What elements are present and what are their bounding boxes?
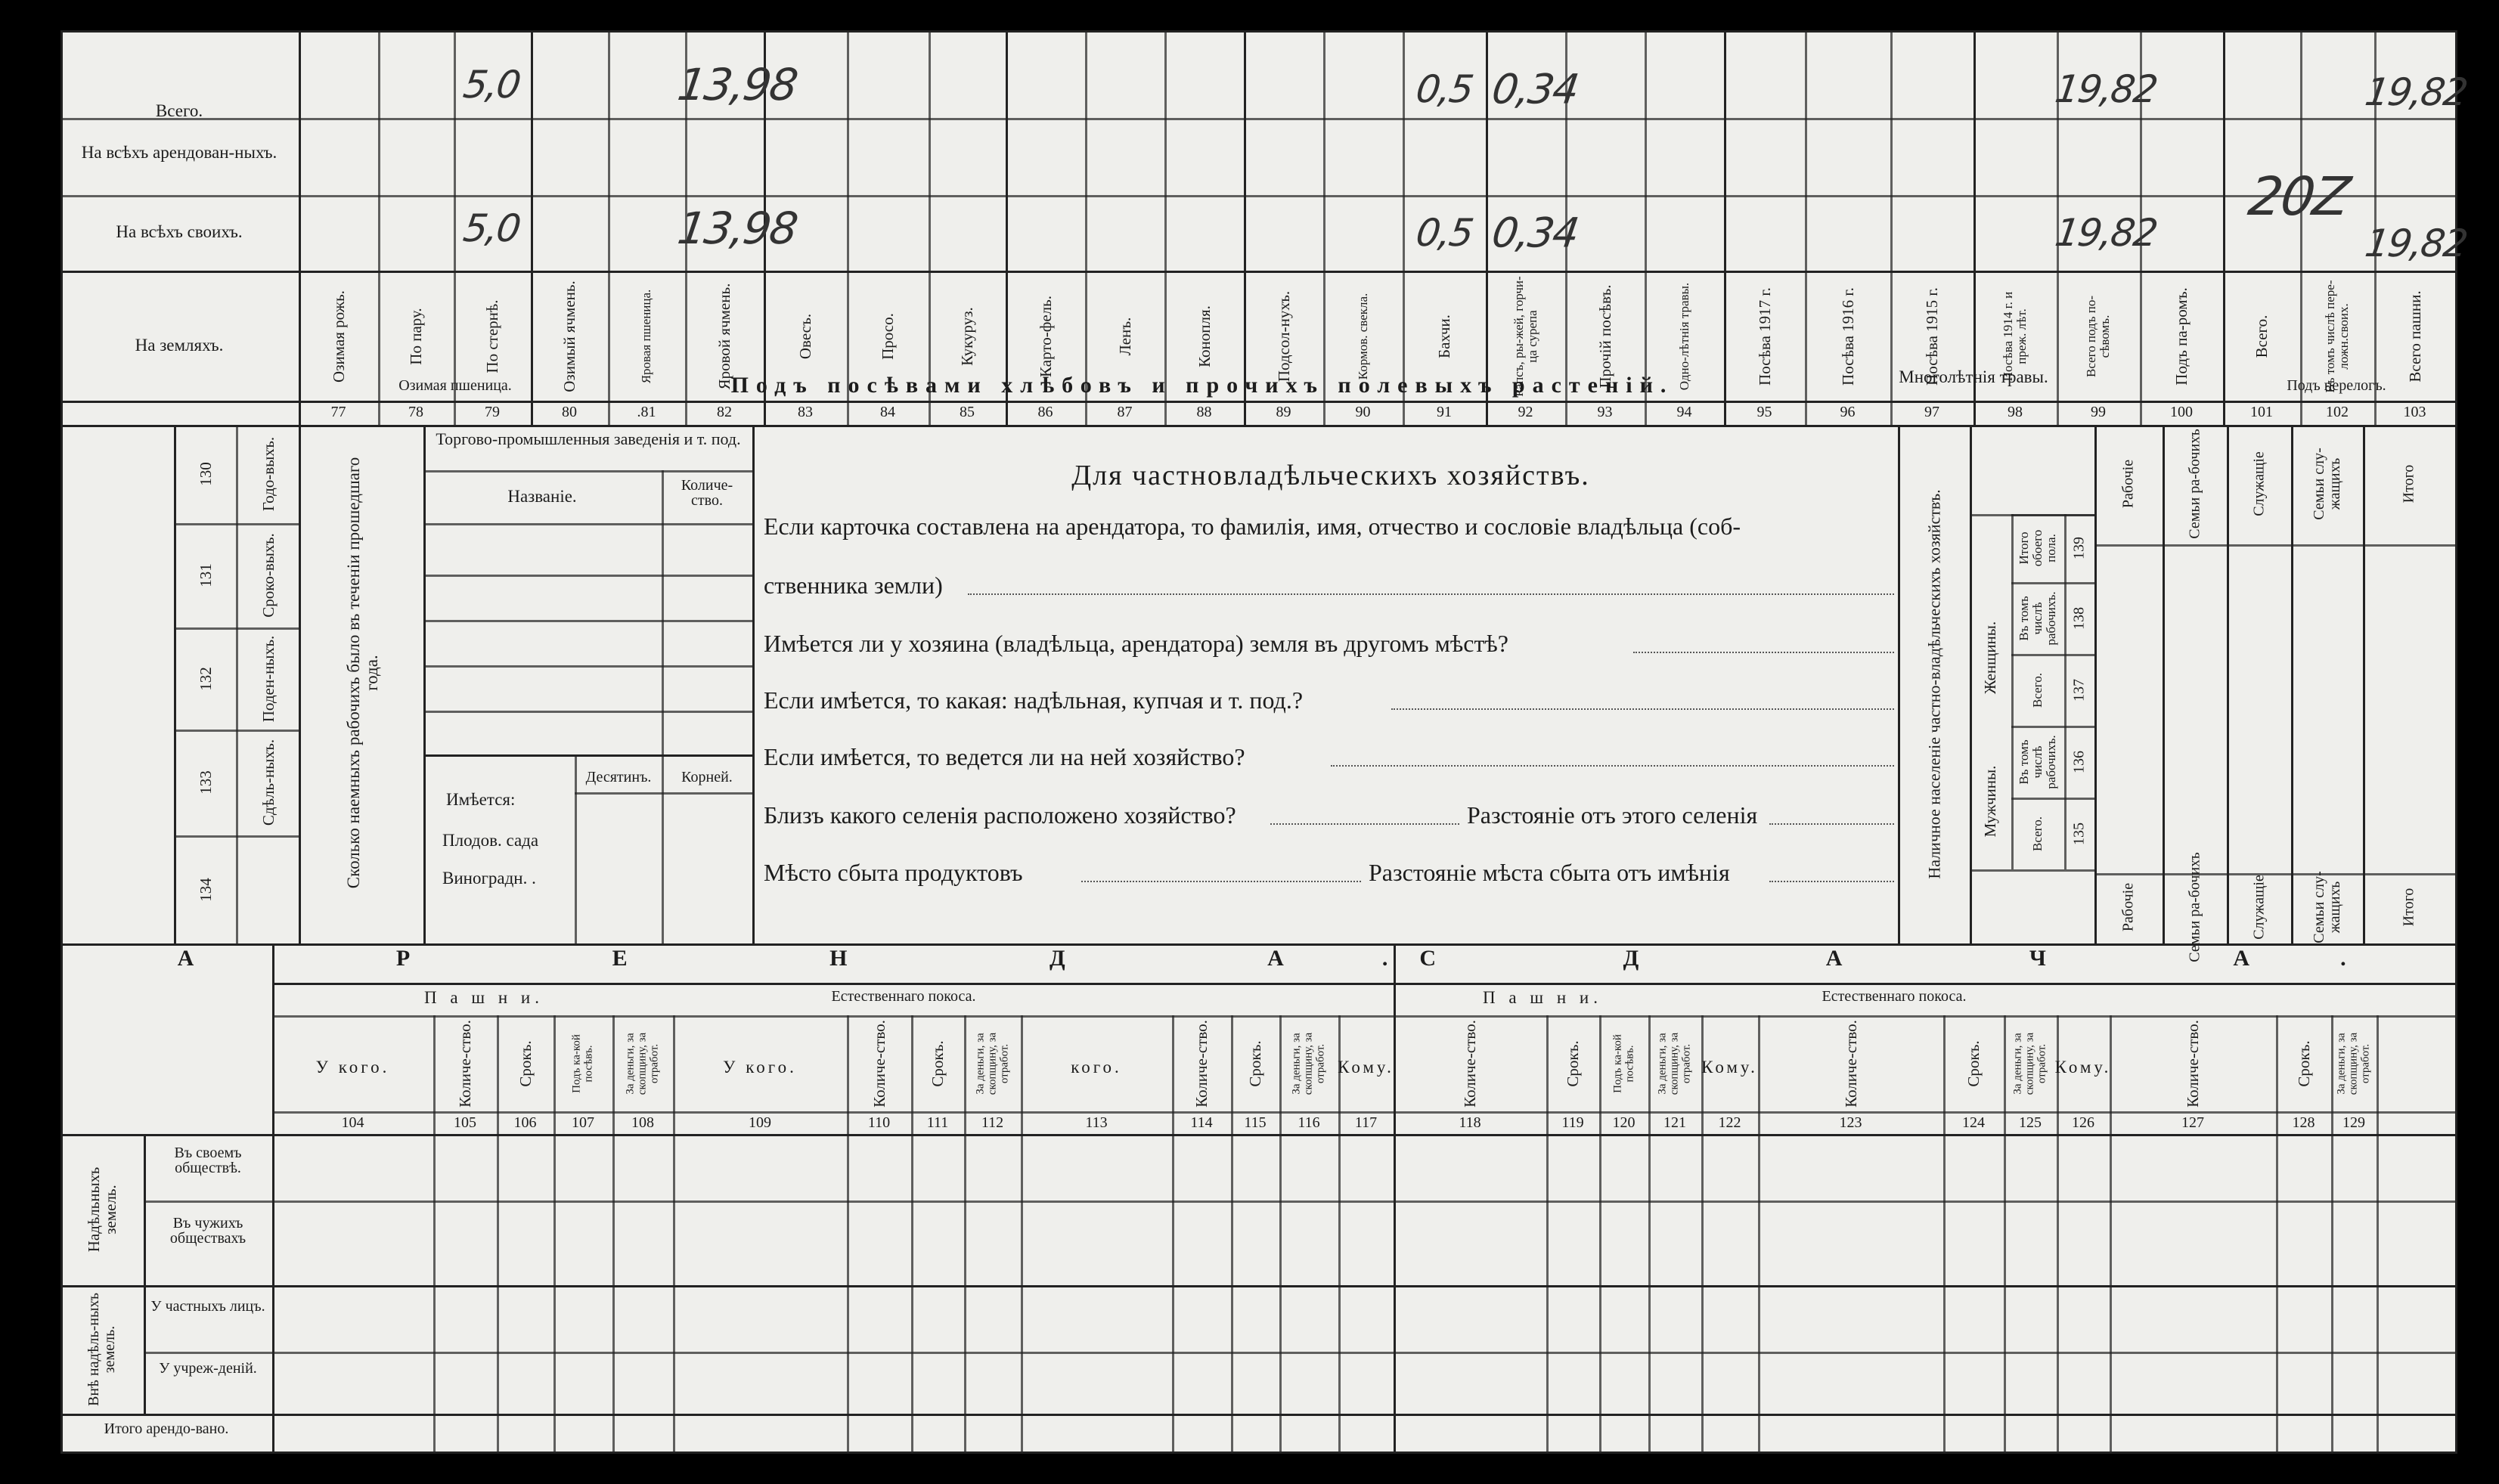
bottom-num-109: 109 bbox=[749, 1114, 771, 1131]
dotted-leader bbox=[1633, 652, 1894, 653]
hw-vsego-78: 5,0 bbox=[460, 63, 522, 107]
hw-svoi-82: 13,98 bbox=[674, 203, 800, 254]
column-border bbox=[929, 30, 931, 425]
hired-row-line bbox=[174, 523, 299, 525]
orchard-header-line bbox=[575, 792, 752, 795]
column-border bbox=[608, 30, 610, 425]
census-card-sheet bbox=[60, 30, 2470, 1451]
bottom-header-104: У кого. bbox=[315, 1058, 390, 1077]
bottom-num-106: 106 bbox=[513, 1114, 537, 1131]
bottom-num-108: 108 bbox=[631, 1114, 654, 1131]
group-col-border bbox=[144, 1134, 146, 1414]
column-number-91: 91 bbox=[1437, 404, 1452, 420]
dotted-leader bbox=[968, 593, 1894, 595]
column-header-100: Подъ па-ромъ. bbox=[2172, 287, 2191, 386]
q1b: ственника земли) bbox=[764, 572, 943, 599]
bottom-num-110: 110 bbox=[867, 1114, 891, 1131]
hired-row-line bbox=[174, 730, 299, 732]
trade-name-label: Названіе. bbox=[507, 487, 577, 506]
bottom-col-border bbox=[1599, 1015, 1601, 1451]
right-col-border bbox=[2291, 425, 2293, 943]
bottom-col-border bbox=[1546, 1015, 1549, 1451]
q1a: Если карточка составлена на арендатора, то фамилія, имя, отчество и сословіе владѣльца (соб- bbox=[764, 513, 1741, 540]
trade-row-line bbox=[423, 711, 752, 713]
column-header-78: По пару. bbox=[406, 308, 425, 365]
q2: Имѣется ли у хозяина (владѣльца, арендатора) земля въ другомъ мѣстѣ? bbox=[764, 630, 1508, 657]
right-col-bottom-3: Семьи слу-жащихъ bbox=[2310, 871, 2343, 943]
hired-col-left bbox=[174, 425, 176, 943]
column-header-88: Конопля. bbox=[1195, 305, 1214, 367]
right-top-line bbox=[2094, 544, 2457, 547]
column-number-103: 103 bbox=[2403, 404, 2426, 420]
bottom-num-117: 117 bbox=[1354, 1114, 1378, 1131]
right-col-border bbox=[2363, 425, 2365, 943]
pop-num-137: 137 bbox=[2070, 678, 2088, 702]
column-header-82: Яровой ячмень. bbox=[715, 283, 733, 390]
bottom-num-124: 124 bbox=[1962, 1114, 1985, 1131]
column-border bbox=[2223, 30, 2225, 425]
column-border bbox=[299, 30, 301, 425]
pop-num-136: 136 bbox=[2070, 750, 2088, 773]
column-number-86: 86 bbox=[1037, 404, 1053, 420]
column-number-92: 92 bbox=[1518, 404, 1533, 420]
bottom-num-121: 121 bbox=[1663, 1114, 1686, 1131]
bottom-col-border bbox=[2331, 1015, 2333, 1451]
bottom-col-border bbox=[553, 1015, 556, 1451]
column-number-80: 80 bbox=[562, 404, 577, 420]
trade-right bbox=[752, 425, 755, 943]
column-border bbox=[2300, 30, 2302, 425]
arenda-label: А Р Е Н Д А. bbox=[177, 946, 1487, 971]
hw-svoi-92: 0,34 bbox=[1489, 209, 1581, 257]
column-number-line bbox=[60, 425, 2457, 427]
row-chastnyh: У частныхъ лицъ. bbox=[150, 1298, 265, 1315]
column-number-84: 84 bbox=[880, 404, 895, 420]
group-mnogoletnie: Многолѣтнія травы. bbox=[1899, 367, 2048, 386]
trade-header: Торгово-промышленныя заведенія и т. под. bbox=[436, 429, 741, 448]
questions-right bbox=[1898, 425, 1900, 943]
column-header-98: Посѣва 1914 г. и преж. лѣт. bbox=[2001, 291, 2029, 382]
column-border bbox=[1323, 30, 1325, 425]
column-header-92: Рапсъ, ры-жей, горчи-ца сурепа bbox=[1511, 276, 1539, 397]
bottom-num-112: 112 bbox=[981, 1114, 1004, 1131]
hired-row-line bbox=[174, 425, 299, 427]
dotted-leader bbox=[1769, 881, 1894, 882]
group-perelog: Подъ перелогъ. bbox=[2287, 377, 2386, 394]
column-number-102: 102 bbox=[2326, 404, 2349, 420]
column-number-97: 97 bbox=[1924, 404, 1939, 420]
q5b: Разстояніе отъ этого селенія bbox=[1467, 801, 1758, 829]
bottom-col-border bbox=[2110, 1015, 2112, 1451]
hired-num-132: 132 bbox=[196, 666, 215, 691]
q6b: Разстояніе мѣста сбыта отъ имѣнія bbox=[1369, 859, 1730, 886]
right-col-top-1: Семьи ра-бочихъ bbox=[2186, 429, 2203, 539]
hired-num-split bbox=[236, 425, 238, 943]
right-col-top-0: Рабочіе bbox=[2119, 459, 2137, 509]
hired-row-line bbox=[174, 835, 299, 838]
column-number-77: 77 bbox=[330, 404, 346, 420]
column-border bbox=[1486, 30, 1488, 425]
row-label-vsego: Всего. bbox=[155, 101, 203, 120]
row-label-svoih: На всѣхъ своихъ. bbox=[116, 222, 243, 241]
bottom-row-line bbox=[144, 1352, 2457, 1354]
column-border bbox=[1006, 30, 1008, 425]
group-vne-nadelnyh: Внѣ надѣль-ныхъ земель. bbox=[85, 1293, 118, 1406]
bottom-header-106: Срокъ. bbox=[516, 1040, 535, 1087]
bottom-header-124: Срокъ. bbox=[1964, 1040, 1983, 1087]
col-header-line bbox=[272, 1111, 2457, 1114]
column-border bbox=[531, 30, 533, 425]
bottom-header-126: Кому. bbox=[2054, 1058, 2112, 1077]
bottom-col-border bbox=[1279, 1015, 1282, 1451]
row-uchrezhdeniy: У учреж-деній. bbox=[159, 1360, 257, 1377]
trade-header-line bbox=[423, 470, 752, 472]
hw-vsego-92: 0,34 bbox=[1489, 65, 1581, 113]
right-col-top-4: Итого bbox=[2400, 464, 2417, 503]
top-section-bottom bbox=[60, 271, 2457, 273]
pop-num-138: 138 bbox=[2070, 606, 2088, 630]
trade-row-line bbox=[423, 620, 752, 622]
bottom-header-125: За деньги, за скопщину, за отработ. bbox=[2011, 1032, 2048, 1095]
pop-inner2 bbox=[2064, 514, 2066, 869]
bottom-header-111: Срокъ. bbox=[928, 1040, 947, 1087]
pop-row-line bbox=[2011, 654, 2094, 656]
bottom-col-border bbox=[433, 1015, 436, 1451]
bottom-group-line bbox=[60, 1285, 2457, 1287]
group-ozimaya: Озимая пшеница. bbox=[398, 377, 512, 394]
bottom-header-115: Срокъ. bbox=[1245, 1040, 1264, 1087]
hired-row-line bbox=[174, 627, 299, 630]
hired-label-131: Сроко-выхъ. bbox=[259, 533, 277, 618]
bottom-label-col bbox=[272, 943, 274, 1451]
bottom-header-119: Срокъ. bbox=[1563, 1040, 1582, 1087]
bottom-col-border bbox=[1021, 1015, 1023, 1451]
banner-line bbox=[60, 401, 2457, 403]
column-border bbox=[1724, 30, 1726, 425]
bottom-col-border bbox=[911, 1015, 913, 1451]
trade-row-line bbox=[423, 665, 752, 668]
pashni-sdacha: П а ш н и. bbox=[1483, 988, 1602, 1007]
column-header-101: Всего. bbox=[2252, 314, 2271, 358]
pop-right bbox=[2094, 425, 2097, 943]
bottom-header-107: Подъ ка-кой посѣвъ. bbox=[570, 1034, 594, 1093]
column-number-83: 83 bbox=[798, 404, 813, 420]
column-number-79: 79 bbox=[485, 404, 500, 420]
column-number-96: 96 bbox=[1840, 404, 1856, 420]
right-col-top-2: Служащіе bbox=[2250, 451, 2267, 516]
column-header-83: Овесъ. bbox=[795, 313, 814, 360]
bottom-header-113: кого. bbox=[1071, 1058, 1122, 1077]
column-number-99: 99 bbox=[2091, 404, 2106, 420]
column-border bbox=[847, 30, 849, 425]
column-header-.81: Яровая пшеница. bbox=[639, 289, 654, 384]
column-number-101: 101 bbox=[2250, 404, 2273, 420]
column-number-82: 82 bbox=[717, 404, 732, 420]
column-header-91: Бахчи. bbox=[1434, 314, 1453, 358]
column-border bbox=[1164, 30, 1167, 425]
bottom-num-128: 128 bbox=[2292, 1114, 2315, 1131]
hw-vsego-91: 0,5 bbox=[1413, 67, 1475, 111]
bottom-header-108: За деньги, за скопщину, за отработ. bbox=[624, 1032, 660, 1095]
right-col-top-3: Семьи слу-жащихъ bbox=[2310, 448, 2343, 520]
bottom-header-109: У кого. bbox=[723, 1058, 797, 1077]
bottom-num-116: 116 bbox=[1298, 1114, 1320, 1131]
column-header-85: Кукуруз. bbox=[957, 307, 976, 366]
column-number-93: 93 bbox=[1597, 404, 1613, 420]
bottom-col-border bbox=[1758, 1015, 1760, 1451]
bottom-header-129: За деньги, за скопщину, за отработ. bbox=[2335, 1032, 2371, 1095]
bottom-header-118: Количе-ство. bbox=[1460, 1020, 1479, 1108]
bottom-num-113: 113 bbox=[1085, 1114, 1108, 1131]
column-number-.81: .81 bbox=[637, 404, 656, 420]
column-number-98: 98 bbox=[2008, 404, 2023, 420]
group-nadelnyh: Надѣльныхъ земель. bbox=[84, 1166, 119, 1253]
trade-row-line bbox=[423, 575, 752, 577]
pop-inner bbox=[2011, 514, 2014, 869]
column-border bbox=[1085, 30, 1087, 425]
column-number-85: 85 bbox=[960, 404, 975, 420]
hired-col-right bbox=[299, 425, 301, 943]
orchard-split bbox=[575, 754, 577, 943]
hired-caption: Сколько наемныхъ рабочихъ было въ теченіи прошедшаго года. bbox=[343, 457, 381, 889]
column-header-86: Карто-фель. bbox=[1036, 296, 1055, 377]
column-header-93: Прочій посѣвъ. bbox=[1595, 284, 1614, 389]
banner-text: Подъ посѣвами хлѣбовъ и прочихъ полевыхъ растеній. bbox=[730, 373, 1674, 398]
arenda-header-line bbox=[272, 983, 2457, 985]
row-line bbox=[60, 118, 2457, 120]
trade-left bbox=[423, 425, 426, 943]
bottom-num-104: 104 bbox=[341, 1114, 364, 1131]
column-border bbox=[1890, 30, 1893, 425]
column-header-95: Посѣва 1917 г. bbox=[1755, 287, 1774, 386]
column-header-94: Одно-лѣтнія травы. bbox=[1676, 282, 1691, 391]
bottom-num-126: 126 bbox=[2072, 1114, 2094, 1131]
column-border bbox=[454, 30, 456, 425]
row-label-na-zemlyah: На земляхъ. bbox=[135, 336, 224, 355]
bottom-num-122: 122 bbox=[1718, 1114, 1741, 1131]
row-label-arendovannyh: На всѣхъ арендован-ныхъ. bbox=[81, 143, 277, 162]
bottom-col-border bbox=[847, 1015, 849, 1451]
bottom-header-120: Подъ ка-кой посѣвъ. bbox=[1611, 1034, 1636, 1093]
men-label: Мужчины. bbox=[1980, 765, 1999, 838]
bottom-num-119: 119 bbox=[1561, 1114, 1584, 1131]
column-header-90: Кормов. свекла. bbox=[1355, 293, 1370, 380]
trade-bottom-line bbox=[423, 754, 752, 757]
dotted-leader bbox=[1331, 765, 1894, 767]
bottom-col-border bbox=[2057, 1015, 2059, 1451]
pop-label-139: Итого обоего пола. bbox=[2017, 529, 2058, 567]
left-border bbox=[60, 30, 63, 1451]
column-number-90: 90 bbox=[1355, 404, 1371, 420]
population-caption: Наличное населеніе частно-владѣльческихъ хозяйствъ. bbox=[1924, 489, 1944, 879]
bottom-col-border bbox=[497, 1015, 499, 1451]
bottom-col-border bbox=[1172, 1015, 1174, 1451]
bottom-num-129: 129 bbox=[2342, 1114, 2365, 1131]
bottom-header-114: Количе-ство. bbox=[1192, 1020, 1211, 1108]
bottom-num-115: 115 bbox=[1244, 1114, 1267, 1131]
column-header-84: Просо. bbox=[878, 313, 897, 360]
bottom-header-112: За деньги, за скопщину, за отработ. bbox=[973, 1032, 1010, 1095]
row-svoem: Въ своемъ обществѣ. bbox=[174, 1145, 242, 1176]
column-header-96: Посѣва 1916 г. bbox=[1838, 287, 1857, 386]
bottom-num-125: 125 bbox=[2019, 1114, 2042, 1131]
hw-vsego-99: 19,82 bbox=[2052, 67, 2159, 111]
bottom-header-128: Срокъ. bbox=[2294, 1040, 2313, 1087]
bottom-col-border bbox=[2004, 1015, 2006, 1451]
private-title: Для частновладѣльческихъ хозяйствъ. bbox=[1071, 460, 1590, 491]
q6a: Мѣсто сбыта продуктовъ bbox=[764, 859, 1023, 886]
column-number-94: 94 bbox=[1676, 404, 1692, 420]
hw-vsego-103: 19,82 bbox=[2362, 70, 2470, 114]
pop-label-135: Всего. bbox=[2030, 816, 2045, 851]
column-header-103: Всего пашни. bbox=[2405, 290, 2424, 383]
hw-svoi-99: 19,82 bbox=[2052, 211, 2159, 255]
column-border bbox=[1973, 30, 1976, 425]
pop-num-135: 135 bbox=[2070, 822, 2088, 845]
bottom-col-border bbox=[1394, 1015, 1396, 1451]
dotted-leader bbox=[1769, 823, 1894, 825]
column-header-89: Подсол-нухъ. bbox=[1274, 290, 1293, 383]
sdacha-label: С Д А Ч А. bbox=[1419, 946, 2437, 971]
row-chuzhih: Въ чужихъ обществахъ bbox=[169, 1215, 246, 1247]
right-col-border bbox=[2227, 425, 2229, 943]
bottom-col-border bbox=[1231, 1015, 1233, 1451]
pop-label-137: Всего. bbox=[2030, 672, 2045, 708]
column-header-102: Въ томъ числѣ пере-ложн.своих. bbox=[2323, 280, 2351, 393]
has-label: Имѣется: bbox=[446, 790, 516, 809]
bottom-header-110: Количе-ство. bbox=[870, 1020, 888, 1108]
bottom-col-border bbox=[1701, 1015, 1704, 1451]
right-col-bottom-4: Итого bbox=[2400, 888, 2417, 927]
column-border bbox=[1244, 30, 1246, 425]
pashni-header-line bbox=[272, 1015, 2457, 1018]
pop-label-136: Въ томъ числѣ рабочихъ. bbox=[2017, 734, 2058, 789]
bottom-num-105: 105 bbox=[454, 1114, 476, 1131]
pokos-arenda: Естественнаго покоса. bbox=[831, 988, 976, 1005]
column-number-100: 100 bbox=[2170, 404, 2193, 420]
bottom-num-127: 127 bbox=[2181, 1114, 2204, 1131]
bottom-num-120: 120 bbox=[1612, 1114, 1636, 1131]
bottom-col-border bbox=[1648, 1015, 1651, 1451]
right-col-bottom-0: Рабочіе bbox=[2119, 882, 2137, 932]
column-header-87: Ленъ. bbox=[1115, 317, 1134, 356]
dotted-leader bbox=[1391, 708, 1894, 710]
pokos-sdacha: Естественнаго покоса. bbox=[1822, 988, 1967, 1005]
right-col-border bbox=[2163, 425, 2165, 943]
hired-num-130: 130 bbox=[196, 462, 215, 486]
bottom-num-111: 111 bbox=[926, 1114, 949, 1131]
bottom-col-border bbox=[673, 1015, 675, 1451]
women-label: Женщины. bbox=[1980, 621, 1999, 695]
dotted-leader bbox=[1081, 881, 1361, 882]
column-border bbox=[1645, 30, 1647, 425]
hired-label-133: Сдѣль-ныхъ. bbox=[259, 739, 277, 826]
column-number-95: 95 bbox=[1756, 404, 1772, 420]
pop-label-138: Въ томъ числѣ рабочихъ. bbox=[2017, 590, 2058, 646]
pop-row-line bbox=[2011, 798, 2094, 800]
top-border bbox=[60, 30, 2457, 33]
bottom-border bbox=[60, 1451, 2457, 1454]
bottom-row-line bbox=[144, 1201, 2457, 1203]
hw-svoi-78: 5,0 bbox=[460, 206, 522, 250]
bottom-header-127: Количе-ство. bbox=[2183, 1020, 2202, 1108]
right-col-bottom-2: Служащіе bbox=[2250, 875, 2267, 940]
trade-qty-label: Количе-ство. bbox=[681, 477, 733, 509]
column-number-87: 87 bbox=[1117, 404, 1133, 420]
column-header-80: Озимый ячмень. bbox=[560, 280, 578, 392]
population-split bbox=[1970, 425, 1972, 943]
bottom-col-border bbox=[1338, 1015, 1341, 1451]
right-col-bottom-1: Семьи ра-бочихъ bbox=[2186, 852, 2203, 962]
column-border bbox=[378, 30, 380, 425]
desyatin-label: Десятинъ. bbox=[585, 769, 652, 785]
hired-num-133: 133 bbox=[196, 770, 215, 795]
bottom-num-118: 118 bbox=[1459, 1114, 1481, 1131]
column-header-99: Всего подъ по-сѣвомъ. bbox=[2084, 296, 2112, 377]
hired-num-134: 134 bbox=[196, 877, 215, 902]
hw-vsego-82: 13,98 bbox=[674, 59, 800, 110]
bottom-header-116: За деньги, за скопщину, за отработ. bbox=[1290, 1032, 1326, 1095]
q5a: Близъ какого селенія расположено хозяйство? bbox=[764, 801, 1236, 829]
column-number-88: 88 bbox=[1196, 404, 1212, 420]
bottom-header-122: Кому. bbox=[1701, 1058, 1758, 1077]
pop-bottom-line bbox=[1970, 869, 2094, 872]
column-header-77: Озимая рожь. bbox=[329, 290, 348, 383]
bottom-header-105: Количе-ство. bbox=[455, 1020, 474, 1108]
col-number-line bbox=[60, 1134, 2457, 1136]
column-border bbox=[1403, 30, 1405, 425]
row-itogo: Итого арендо-вано. bbox=[104, 1420, 229, 1437]
trade-subheader-line bbox=[423, 523, 752, 525]
korney-label: Корней. bbox=[681, 769, 733, 785]
bottom-num-123: 123 bbox=[1839, 1114, 1862, 1131]
hw-mark-101: 20Z bbox=[2244, 166, 2353, 228]
bottom-col-border bbox=[2276, 1015, 2278, 1451]
row-line bbox=[60, 195, 2457, 197]
bottom-col-border bbox=[964, 1015, 966, 1451]
bottom-col-border bbox=[2377, 1015, 2379, 1451]
bottom-num-114: 114 bbox=[1190, 1114, 1213, 1131]
bottom-header-121: За деньги, за скопщину, за отработ. bbox=[1656, 1032, 1692, 1095]
hired-label-130: Годо-выхъ. bbox=[259, 436, 277, 512]
orchard-label: Плодов. сада bbox=[442, 831, 539, 850]
column-number-78: 78 bbox=[408, 404, 423, 420]
hired-num-131: 131 bbox=[196, 563, 215, 587]
bottom-total-line bbox=[60, 1414, 2457, 1416]
q4: Если имѣется, то ведется ли на ней хозяйство? bbox=[764, 743, 1245, 770]
column-border bbox=[1805, 30, 1807, 425]
vineyard-label: Виноградн. . bbox=[442, 869, 536, 888]
hired-label-132: Поден-ныхъ. bbox=[259, 635, 277, 722]
pop-num-139: 139 bbox=[2070, 537, 2088, 559]
hw-svoi-91: 0,5 bbox=[1413, 211, 1475, 255]
bottom-header-123: Количе-ство. bbox=[1841, 1020, 1860, 1108]
bottom-col-border bbox=[1943, 1015, 1946, 1451]
bottom-col-border bbox=[612, 1015, 615, 1451]
orchard-split2 bbox=[662, 754, 664, 943]
column-header-79: По стернѣ. bbox=[482, 299, 501, 373]
hw-svoi-103: 19,82 bbox=[2362, 222, 2470, 265]
pashni-arenda: П а ш н и. bbox=[424, 988, 544, 1007]
column-number-89: 89 bbox=[1276, 404, 1291, 420]
bottom-header-117: Кому. bbox=[1338, 1058, 1394, 1077]
column-header-97: Посѣва 1915 г. bbox=[1922, 287, 1941, 386]
q3: Если имѣется, то какая: надѣльная, купчая и т. под.? bbox=[764, 686, 1304, 714]
bottom-num-107: 107 bbox=[572, 1114, 594, 1131]
dotted-leader bbox=[1270, 823, 1459, 825]
